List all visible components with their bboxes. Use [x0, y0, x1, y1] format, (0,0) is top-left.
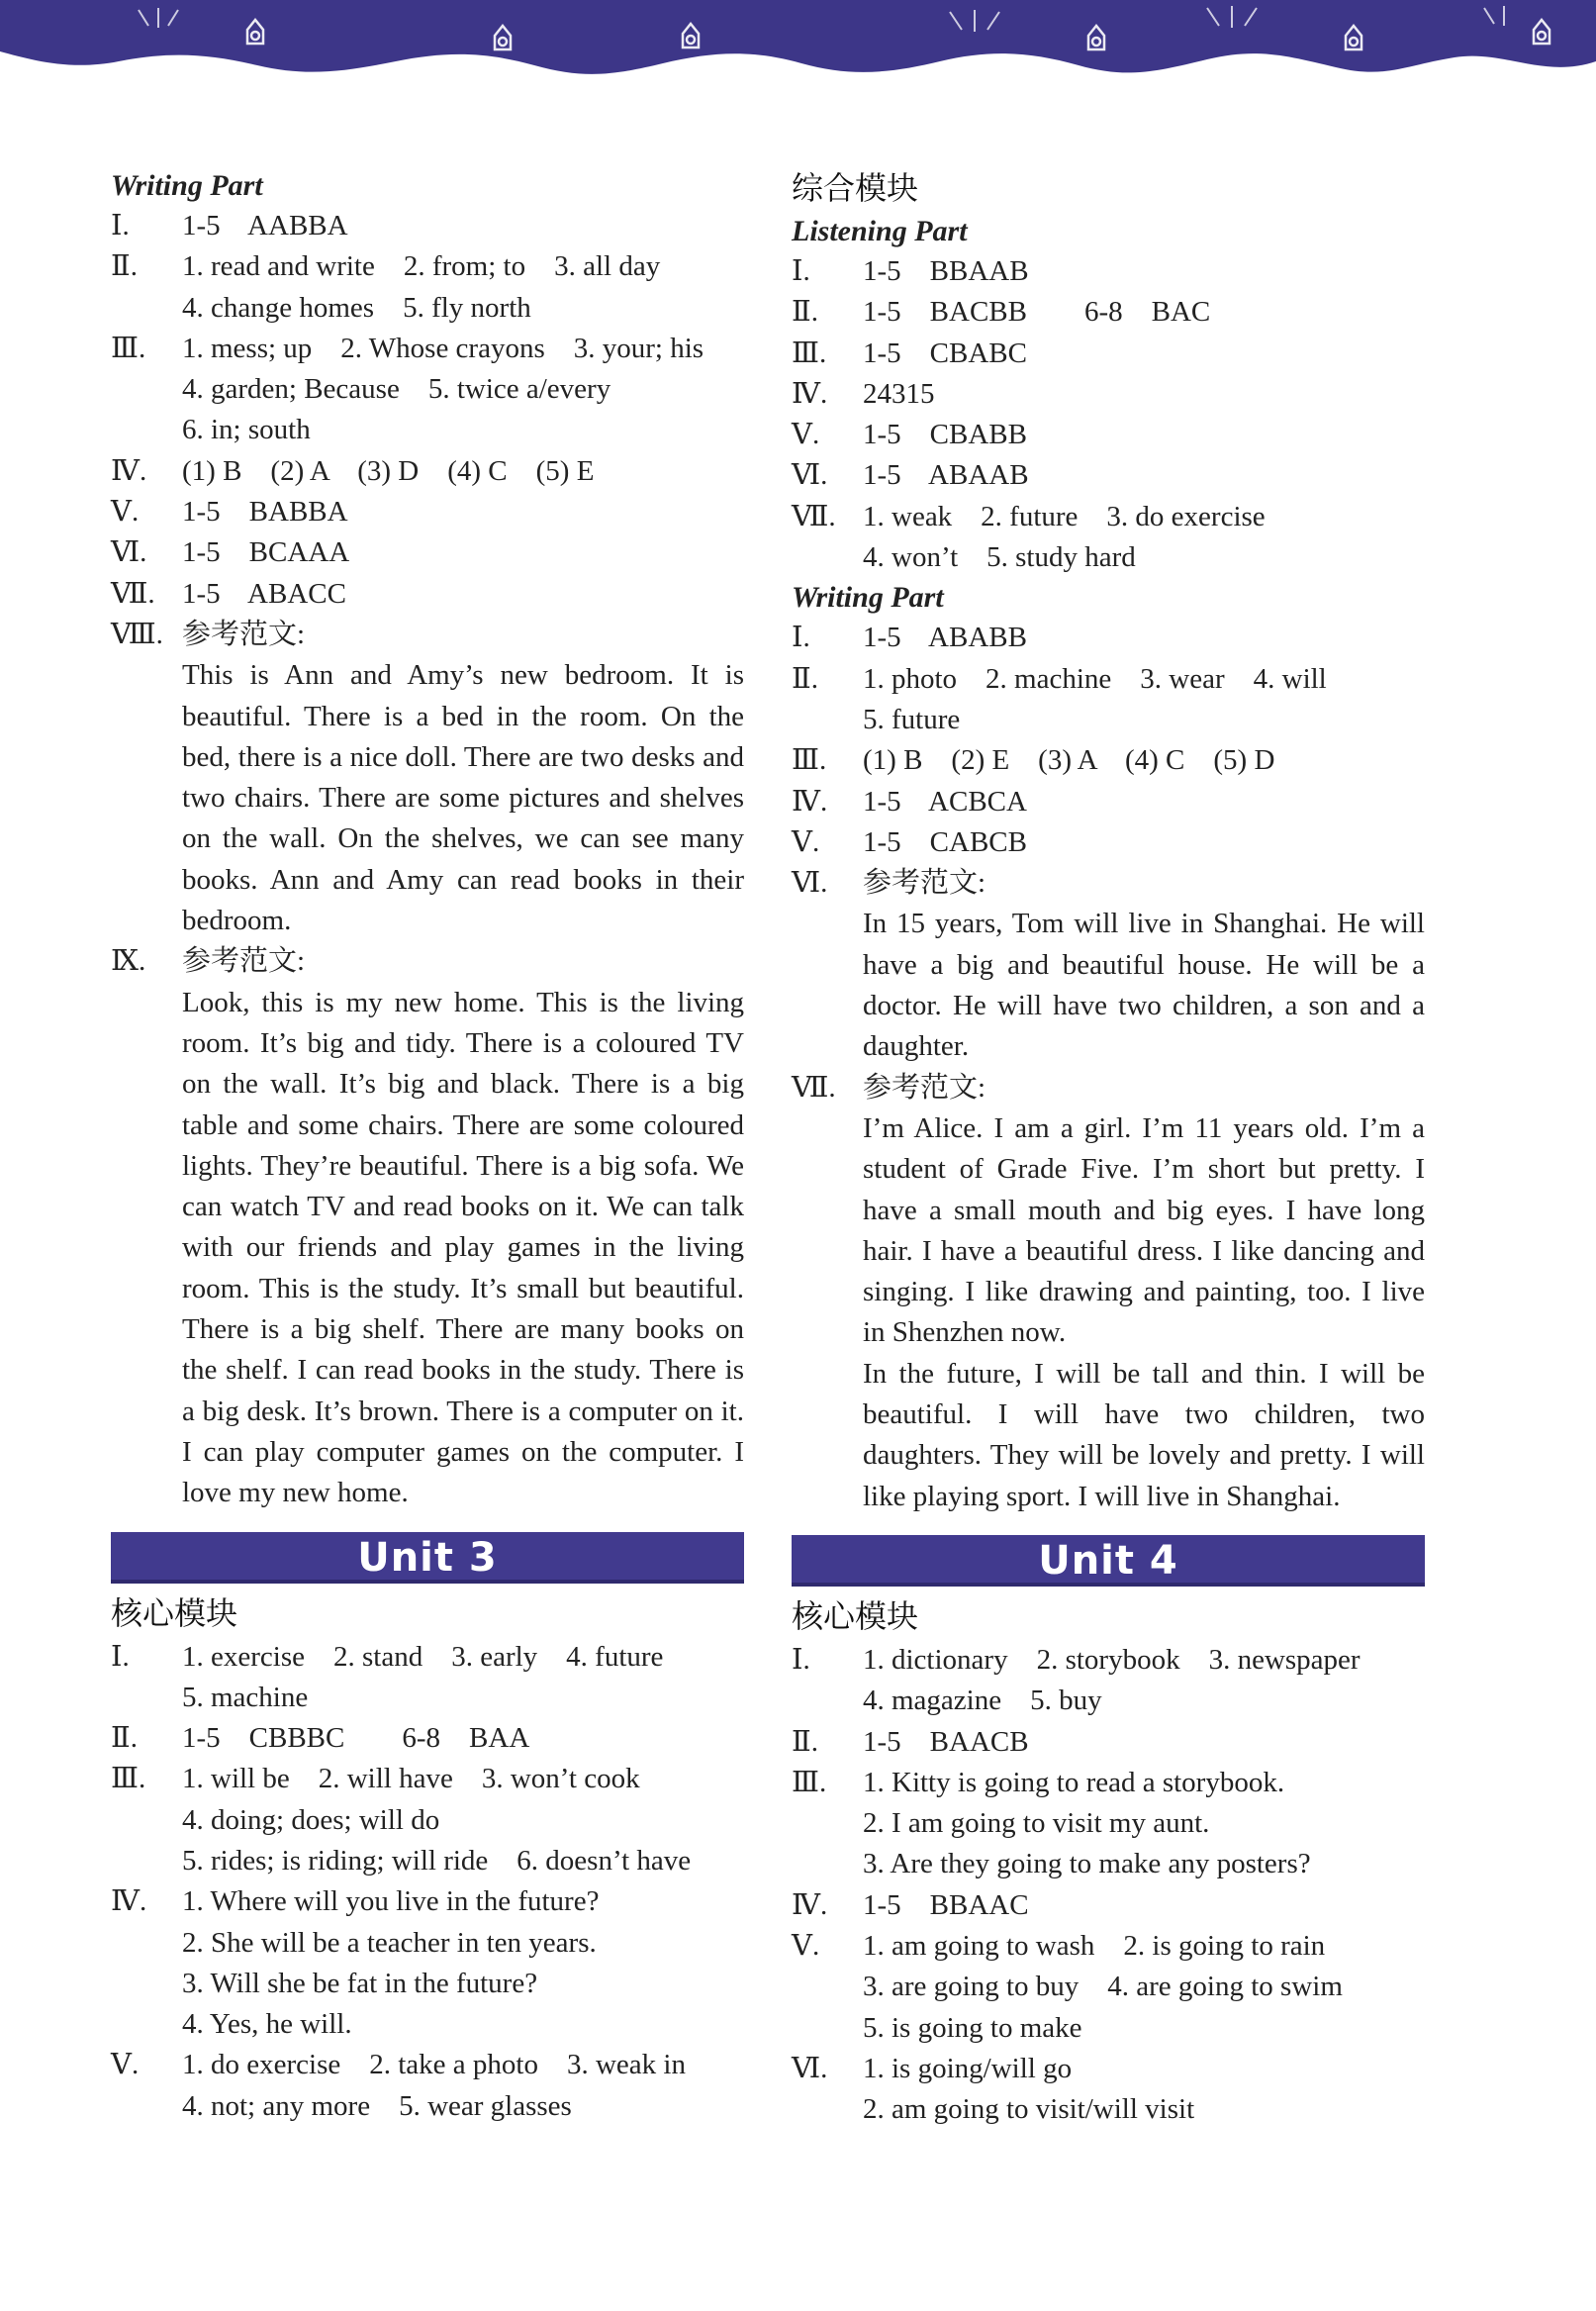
- answer-item: [792, 292, 1425, 333]
- item-number: Ⅴ.: [111, 2049, 140, 2081]
- answer-line: 1. dictionary 2. storybook 3. newspaper: [863, 1643, 1361, 1676]
- answer-line: 1-5 CABCB: [863, 825, 1027, 858]
- item-number: Ⅴ.: [792, 825, 820, 858]
- model-essay-home: Look, this is my new home. This is the living room. It’s big and tidy. There is a coloured TV on the wall. It’s big and black. There is a big table and some chairs. There are some coloured lights. They’re beautiful. There is a big sofa. We can watch TV and read books on it. We can talk with our friends and play games in the living room. This is the study. It’s small but beautiful. There is a big shelf. There are many books on the shelf. I can read books in the study. There is a big desk. It’s brown. There is a computer on it. I can play computer games on the computer. I love my new home.: [182, 986, 744, 1509]
- answer-item: [111, 206, 744, 246]
- item-number: Ⅰ.: [792, 255, 810, 287]
- item-number: Ⅶ.: [111, 577, 155, 610]
- answer-item: [111, 1718, 744, 1759]
- answer-line: 1-5 ACBCA: [863, 785, 1027, 818]
- answer-line: 1-5 ABAAB: [863, 459, 1029, 492]
- answer-line: 1. exercise 2. stand 3. early 4. future: [182, 1640, 664, 1673]
- answer-line: 4. change homes 5. fly north: [182, 291, 531, 324]
- answer-item: [792, 334, 1425, 374]
- answer-line: 1-5 BACBB 6-8 BAC: [863, 296, 1211, 329]
- item-number: Ⅵ.: [792, 2052, 828, 2084]
- unit-3-core-module-heading: 核心模块: [111, 1593, 238, 1632]
- answer-item: [792, 1885, 1425, 1926]
- answer-line: 5. rides; is riding; will ride 6. doesn’t have: [182, 1844, 692, 1877]
- answer-line: 1-5 BBAAC: [863, 1888, 1029, 1921]
- answer-line: 2. I am going to visit my aunt.: [863, 1807, 1210, 1840]
- answer-item: [792, 2049, 1425, 2131]
- item-number: Ⅳ.: [111, 1885, 147, 1918]
- item-number: Ⅵ.: [792, 459, 828, 492]
- answer-item: [792, 659, 1425, 741]
- listening-part-heading: Listening Part: [792, 215, 968, 247]
- answer-line: 4. doing; does; will do: [182, 1803, 440, 1836]
- answer-line: 1. is going/will go: [863, 2052, 1073, 2084]
- item-number: Ⅲ.: [792, 744, 827, 777]
- item-number: Ⅶ.: [792, 500, 836, 532]
- item-number: Ⅵ.: [792, 867, 828, 900]
- item-number: Ⅴ.: [111, 496, 140, 529]
- answer-item: [111, 451, 744, 492]
- answer-item: [792, 1722, 1425, 1763]
- item-number: Ⅱ.: [111, 1722, 138, 1755]
- answer-item: [792, 455, 1425, 496]
- item-number: Ⅲ.: [111, 332, 146, 364]
- item-number: Ⅵ.: [111, 536, 147, 569]
- item-number: Ⅳ.: [792, 377, 828, 410]
- answer-line: 4. garden; Because 5. twice a/every: [182, 373, 611, 406]
- model-essay-label: 参考范文:: [182, 618, 306, 650]
- answer-line: 1-5 AABBA: [182, 210, 348, 241]
- left-writing-items: [111, 206, 744, 615]
- item-number: Ⅲ.: [792, 1766, 827, 1798]
- item-number: Ⅶ.: [792, 1071, 836, 1104]
- item-number: Ⅱ.: [792, 662, 818, 695]
- answer-item: [792, 251, 1425, 292]
- item-number: Ⅸ.: [111, 945, 146, 978]
- item-number: Ⅲ.: [792, 337, 827, 369]
- answer-line: 1. photo 2. machine 3. wear 4. will: [863, 662, 1327, 695]
- answer-item-8: [111, 615, 744, 941]
- answer-item: [111, 329, 744, 451]
- model-essay-label: 参考范文:: [863, 867, 986, 900]
- item-number: Ⅴ.: [792, 1929, 820, 1962]
- answer-line: 1-5 ABABB: [863, 622, 1027, 654]
- answer-item: [792, 1640, 1425, 1722]
- item-number: Ⅱ.: [792, 1725, 818, 1758]
- answer-line: 3. Are they going to make any posters?: [863, 1848, 1311, 1880]
- answer-line: 1-5 BCAAA: [182, 536, 350, 569]
- item-number: Ⅳ.: [111, 454, 147, 487]
- answer-item: [111, 532, 744, 573]
- answer-line: 4. won’t 5. study hard: [863, 541, 1136, 574]
- answer-item: [792, 374, 1425, 415]
- answer-line: 1-5 BBAAB: [863, 255, 1029, 287]
- answer-line: 1. am going to wash 2. is going to rain: [863, 1929, 1326, 1962]
- left-column: [111, 166, 744, 2127]
- answer-line: 1-5 ABACC: [182, 577, 346, 610]
- item-number: Ⅳ.: [792, 1888, 828, 1921]
- answer-line: (1) B (2) E (3) A (4) C (5) D: [863, 744, 1275, 777]
- answer-line: 1. do exercise 2. take a photo 3. weak in: [182, 2049, 686, 2081]
- answer-line: (1) B (2) A (3) D (4) C (5) E: [182, 454, 595, 487]
- item-number: Ⅰ.: [111, 1640, 130, 1673]
- answer-line: 2. She will be a teacher in ten years.: [182, 1926, 597, 1959]
- answer-item-7: [792, 1068, 1425, 1517]
- item-number: Ⅷ.: [111, 618, 163, 650]
- answer-item: [111, 492, 744, 532]
- answer-line: 1. will be 2. will have 3. won’t cook: [182, 1763, 640, 1795]
- answer-line: 24315: [863, 377, 935, 410]
- answer-line: 3. are going to buy 4. are going to swim: [863, 1971, 1343, 2003]
- answer-item: [111, 1637, 744, 1719]
- answer-item: [792, 497, 1425, 579]
- answer-line: 4. not; any more 5. wear glasses: [182, 2089, 572, 2122]
- writing-part-heading: Writing Part: [792, 581, 944, 615]
- model-essay-label: 参考范文:: [863, 1071, 986, 1104]
- item-number: Ⅳ.: [792, 785, 828, 818]
- answer-item: [792, 1926, 1425, 2049]
- answer-item: [792, 822, 1425, 863]
- listening-items: [792, 251, 1425, 578]
- answer-line: 6. in; south: [182, 414, 311, 446]
- comprehensive-module-heading: 综合模块: [792, 169, 919, 207]
- answer-line: 1. Where will you live in the future?: [182, 1885, 600, 1918]
- answer-item: [792, 618, 1425, 658]
- item-number: Ⅰ.: [792, 622, 810, 654]
- answer-line: 5. machine: [182, 1681, 309, 1713]
- right-column: [792, 166, 1425, 2130]
- item-number: Ⅲ.: [111, 1763, 146, 1795]
- model-essay-tom: In 15 years, Tom will live in Shanghai. He will have a big and beautiful house. He will be a doctor. He will have two children, a son and a daughter.: [863, 908, 1425, 1063]
- unit-4-items: [792, 1640, 1425, 2131]
- answer-item: [792, 782, 1425, 822]
- answer-line: 4. Yes, he will.: [182, 2008, 352, 2041]
- answer-item: [111, 246, 744, 329]
- model-essay-alice-future: In the future, I will be tall and thin. I will be beautiful. I will have two children, two daughters. They will be lovely and pretty. I will like playing sport. I will live in Shanghai.: [863, 1357, 1425, 1512]
- writing-part-heading: Writing Part: [111, 169, 263, 202]
- item-number: Ⅱ.: [111, 250, 138, 283]
- answer-line: 1. mess; up 2. Whose crayons 3. your; his: [182, 332, 704, 364]
- unit-4-core-module-heading: 核心模块: [792, 1596, 919, 1635]
- answer-item: [792, 415, 1425, 455]
- answer-item: [111, 1881, 744, 2045]
- answer-line: 5. future: [863, 703, 961, 735]
- answer-line: 1-5 BABBA: [182, 496, 348, 529]
- decorative-header-banner: [0, 0, 1596, 109]
- item-number: Ⅰ.: [111, 210, 130, 241]
- answer-line: 1-5 BAACB: [863, 1725, 1029, 1758]
- answer-item: [792, 1763, 1425, 1885]
- model-essay-bedroom: This is Ann and Amy’s new bedroom. It is beautiful. There is a bed in the room. On the bed, there is a nice doll. There are two desks and two chairs. There are some pictures and shelves on the wall. On the shelves, we can see many books. Ann and Amy can read books in their bedroom.: [182, 659, 744, 937]
- item-number: Ⅰ.: [792, 1643, 810, 1676]
- item-number: Ⅴ.: [792, 419, 820, 451]
- right-writing-items: [792, 618, 1425, 863]
- answer-line: 1-5 CBABB: [863, 419, 1027, 451]
- answer-item-6: [792, 863, 1425, 1067]
- unit-3-items: [111, 1637, 744, 2128]
- answer-item: [111, 1759, 744, 1881]
- model-essay-alice: I’m Alice. I am a girl. I’m 11 years old. I’m a student of Grade Five. I’m short but pretty. I have a small mouth and big eyes. I have long hair. I have a beautiful dress. I like dancing and singing. I like drawing and painting, too. I live in Shenzhen now.: [863, 1111, 1425, 1349]
- answer-item: [792, 740, 1425, 781]
- item-number: Ⅱ.: [792, 296, 818, 329]
- unit-3-banner: Unit 3: [111, 1532, 744, 1584]
- answer-line: 2. am going to visit/will visit: [863, 2093, 1195, 2126]
- answer-line: 3. Will she be fat in the future?: [182, 1967, 538, 1999]
- answer-item-9: [111, 941, 744, 1513]
- answer-line: 1. read and write 2. from; to 3. all day: [182, 250, 661, 283]
- model-essay-label: 参考范文:: [182, 945, 306, 978]
- answer-line: 5. is going to make: [863, 2011, 1082, 2044]
- answer-line: 1-5 CBABC: [863, 337, 1027, 369]
- answer-item: [111, 2045, 744, 2127]
- answer-line: 1. weak 2. future 3. do exercise: [863, 500, 1266, 532]
- answer-line: 1. Kitty is going to read a storybook.: [863, 1766, 1285, 1798]
- unit-4-banner: Unit 4: [792, 1535, 1425, 1587]
- answer-item: [111, 574, 744, 615]
- answer-line: 4. magazine 5. buy: [863, 1685, 1102, 1717]
- answer-line: 1-5 CBBBC 6-8 BAA: [182, 1722, 530, 1755]
